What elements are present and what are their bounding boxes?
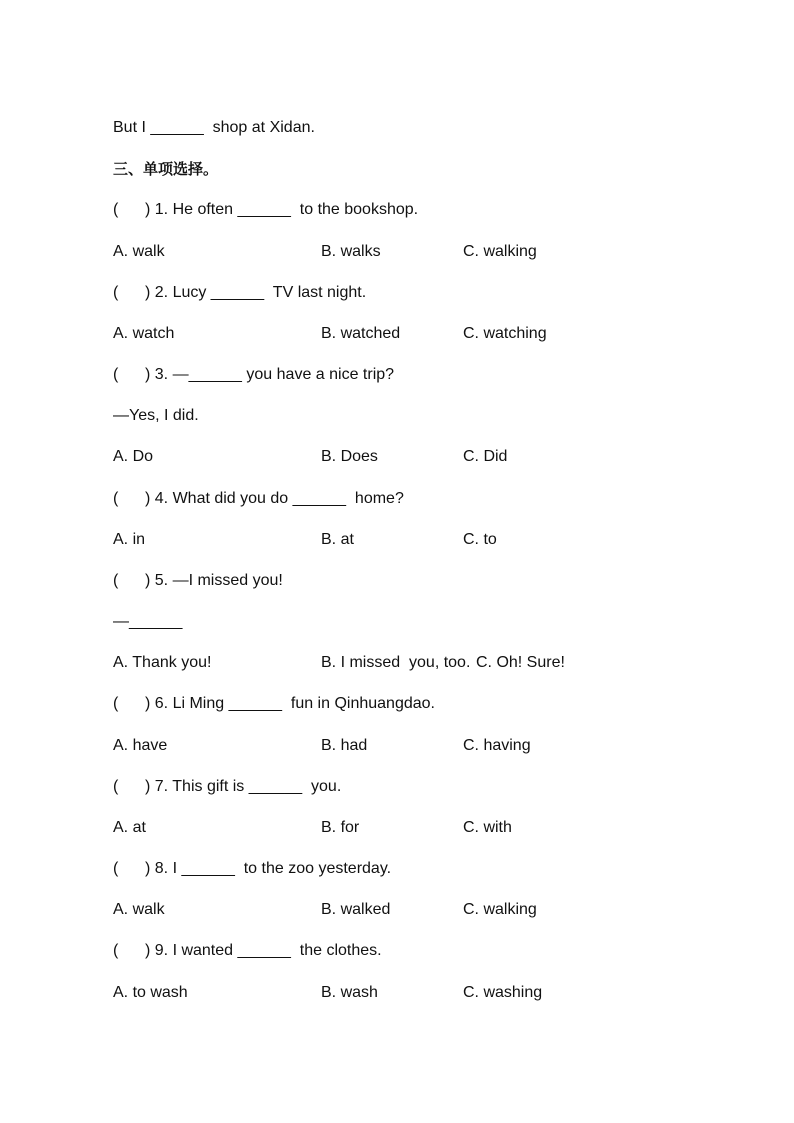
question-2-option-a: A. watch — [113, 325, 175, 342]
question-6-option-a: A. have — [113, 737, 168, 754]
question-6-stem: ( ) 6. Li Ming ______ fun in Qinhuangdao. — [113, 695, 435, 712]
question-9-option-b: B. wash — [321, 984, 378, 1001]
question-8-option-a: A. walk — [113, 901, 165, 918]
intro-line: But I ______ shop at Xidan. — [113, 119, 315, 136]
question-8-stem: ( ) 8. I ______ to the zoo yesterday. — [113, 860, 392, 877]
question-5-option-b: B. I missed you, too. — [321, 654, 471, 671]
question-1-option-b: B. walks — [321, 243, 381, 260]
question-6-option-b: B. had — [321, 737, 368, 754]
question-8-option-c: C. walking — [463, 901, 537, 918]
question-1-option-a: A. walk — [113, 243, 165, 260]
question-9-stem: ( ) 9. I wanted ______ the clothes. — [113, 942, 382, 959]
question-7-option-b: B. for — [321, 819, 360, 836]
question-1-option-c: C. walking — [463, 243, 537, 260]
question-3-stem: ( ) 3. —______ you have a nice trip? — [113, 366, 395, 383]
question-2-stem: ( ) 2. Lucy ______ TV last night. — [113, 284, 367, 301]
question-5-option-a: A. Thank you! — [113, 654, 212, 671]
question-4-stem: ( ) 4. What did you do ______ home? — [113, 490, 404, 507]
question-7-option-a: A. at — [113, 819, 146, 836]
question-6-option-c: C. having — [463, 737, 531, 754]
question-2-option-b: B. watched — [321, 325, 401, 342]
section-heading: 三、单项选择。 — [113, 161, 219, 178]
question-7-stem: ( ) 7. This gift is ______ you. — [113, 778, 342, 795]
question-5-stem: ( ) 5. —I missed you! — [113, 572, 283, 589]
question-4-option-b: B. at — [321, 531, 354, 548]
question-4-option-a: A. in — [113, 531, 146, 548]
question-1-stem: ( ) 1. He often ______ to the bookshop. — [113, 201, 419, 218]
question-3-option-b: B. Does — [321, 448, 378, 465]
question-5-option-c: C. Oh! Sure! — [476, 654, 565, 671]
question-4-option-c: C. to — [463, 531, 497, 548]
question-9-option-a: A. to wash — [113, 984, 188, 1001]
question-8-option-b: B. walked — [321, 901, 391, 918]
question-9-option-c: C. washing — [463, 984, 543, 1001]
question-7-option-c: C. with — [463, 819, 512, 836]
question-3-option-c: C. Did — [463, 448, 508, 465]
question-2-option-c: C. watching — [463, 325, 547, 342]
question-3-reply: —Yes, I did. — [113, 407, 199, 424]
question-3-option-a: A. Do — [113, 448, 154, 465]
question-5-reply: —______ — [113, 613, 183, 630]
